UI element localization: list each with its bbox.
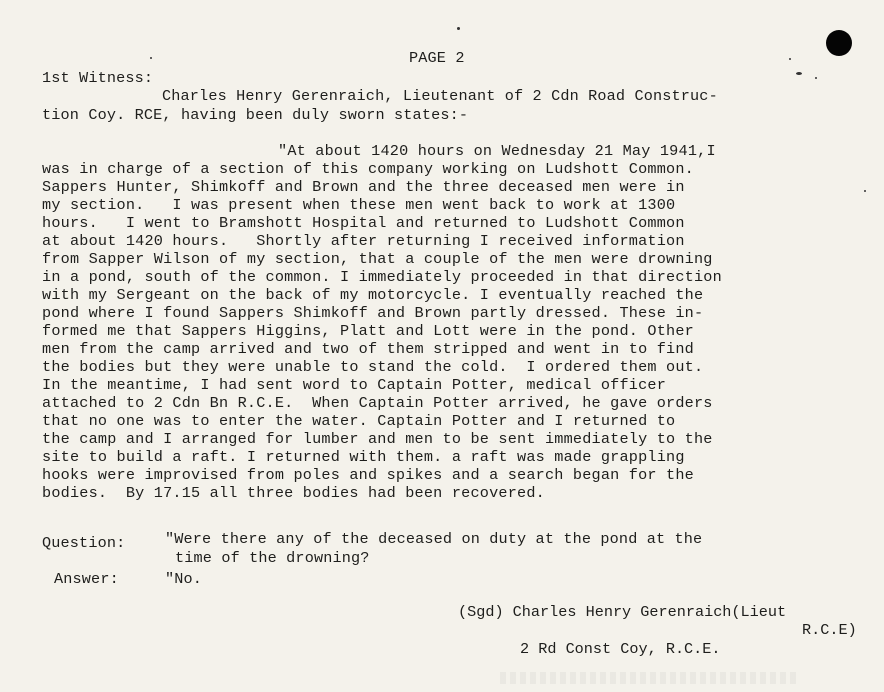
question-line-2: time of the drowning?: [175, 549, 370, 567]
paper-speck: [815, 77, 817, 79]
statement-line: my section. I was present when these men went back to work at 1300: [42, 196, 676, 214]
statement-line: in a pond, south of the common. I immediately proceeded in that direction: [42, 268, 722, 286]
answer-text: "No.: [165, 570, 203, 588]
paper-speck: [150, 57, 152, 59]
paper-speck: [864, 190, 866, 192]
statement-line: bodies. By 17.15 all three bodies had been recovered.: [42, 484, 545, 502]
statement-line: attached to 2 Cdn Bn R.C.E. When Captain Potter arrived, he gave orders: [42, 394, 713, 412]
punch-hole-mark: [826, 30, 852, 56]
statement-line: men from the camp arrived and two of them stripped and went in to find: [42, 340, 694, 358]
witness-heading: 1st Witness:: [42, 69, 154, 87]
bleed-through-text: [500, 672, 800, 684]
statement-line: In the meantime, I had sent word to Captain Potter, medical officer: [42, 376, 667, 394]
witness-intro-line-2: tion Coy. RCE, having been duly sworn states:-: [42, 106, 469, 124]
signature-unit: 2 Rd Const Coy, R.C.E.: [520, 640, 721, 658]
statement-line: was in charge of a section of this company working on Ludshott Common.: [42, 160, 694, 178]
question-label: Question:: [42, 534, 126, 552]
statement-line: with my Sergeant on the back of my motorcycle. I eventually reached the: [42, 286, 704, 304]
page-number: PAGE 2: [409, 49, 465, 67]
signature-line-2: R.C.E): [802, 621, 857, 639]
statement-line: the bodies but they were unable to stand the cold. I ordered them out.: [42, 358, 704, 376]
answer-label: Answer:: [54, 570, 119, 588]
statement-line: at about 1420 hours. Shortly after returning I received information: [42, 232, 685, 250]
signature-line-1: (Sgd) Charles Henry Gerenraich(Lieut: [458, 603, 787, 621]
witness-intro-line-1: Charles Henry Gerenraich, Lieutenant of 2 Cdn Road Construc-: [162, 87, 718, 105]
statement-line: site to build a raft. I returned with them. a raft was made grappling: [42, 448, 685, 466]
question-line-1: "Were there any of the deceased on duty at the pond at the: [165, 530, 703, 548]
statement-line: from Sapper Wilson of my section, that a couple of the men were drowning: [42, 250, 713, 268]
statement-line: "At about 1420 hours on Wednesday 21 May 1941,I: [278, 142, 716, 160]
paper-speck: [796, 72, 802, 75]
statement-line: hooks were improvised from poles and spikes and a search began for the: [42, 466, 694, 484]
statement-line: the camp and I arranged for lumber and men to be sent immediately to the: [42, 430, 713, 448]
statement-line: formed me that Sappers Higgins, Platt and Lott were in the pond. Other: [42, 322, 694, 340]
paper-speck: [789, 58, 791, 60]
statement-line: that no one was to enter the water. Captain Potter and I returned to: [42, 412, 676, 430]
statement-line: pond where I found Sappers Shimkoff and Brown partly dressed. These in-: [42, 304, 704, 322]
paper-speck: [457, 27, 460, 30]
statement-line: hours. I went to Bramshott Hospital and returned to Ludshott Common: [42, 214, 685, 232]
statement-line: Sappers Hunter, Shimkoff and Brown and the three deceased men were in: [42, 178, 685, 196]
